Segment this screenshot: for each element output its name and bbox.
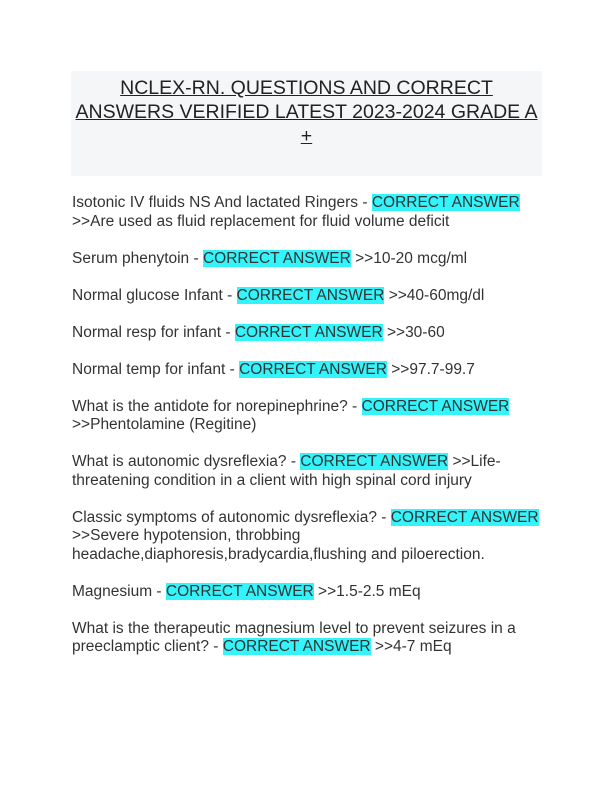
qa-item bbox=[72, 194, 544, 231]
qa-item bbox=[72, 583, 544, 602]
answer-text: >>Phentolamine (Regitine) bbox=[72, 416, 257, 433]
answer-text: >>10-20 mcg/ml bbox=[350, 249, 468, 267]
qa-item bbox=[72, 250, 544, 269]
question-text: What is autonomic dysreflexia? - bbox=[72, 453, 301, 470]
correct-answer-marker: CORRECT ANSWER bbox=[300, 453, 449, 470]
question-text: What is the therapeutic magnesium level to prevent seizures in a preeclamptic client? - bbox=[72, 619, 516, 655]
answer-text: >>40-60mg/dl bbox=[384, 286, 485, 304]
correct-answer-marker: CORRECT ANSWER bbox=[234, 323, 383, 341]
question-text: Normal glucose Infant - bbox=[72, 286, 237, 304]
answer-text: >>Life-threatening condition in a client with high spinal cord injury bbox=[72, 453, 501, 489]
answer-text: >>4-7 mEq bbox=[370, 638, 452, 655]
question-text: Normal resp for infant - bbox=[72, 323, 235, 341]
correct-answer-marker: CORRECT ANSWER bbox=[165, 582, 314, 600]
answer-text: >>97.7-99.7 bbox=[386, 360, 475, 378]
correct-answer-marker: CORRECT ANSWER bbox=[390, 508, 539, 526]
qa-item bbox=[72, 620, 544, 657]
qa-item bbox=[72, 398, 544, 435]
question-text: What is the antidote for norepinephrine? - bbox=[72, 397, 362, 415]
question-text: Magnesium - bbox=[72, 582, 166, 600]
answer-text: >>Are used as fluid replacement for fluid volume deficit bbox=[72, 212, 450, 230]
qa-item bbox=[72, 453, 544, 490]
correct-answer-marker: CORRECT ANSWER bbox=[202, 249, 351, 267]
correct-answer-marker: CORRECT ANSWER bbox=[371, 194, 520, 211]
correct-answer-marker: CORRECT ANSWER bbox=[361, 397, 510, 415]
correct-answer-marker: CORRECT ANSWER bbox=[222, 638, 371, 655]
question-text: Classic symptoms of autonomic dysreflexia? - bbox=[72, 508, 391, 526]
answer-text: >>Severe hypotension, throbbing headache,diaphoresis,bradycardia,flushing and piloerection. bbox=[72, 527, 485, 563]
qa-item bbox=[72, 287, 544, 306]
question-text: Isotonic IV fluids NS And lactated Ringers - bbox=[72, 194, 372, 211]
title-box bbox=[71, 71, 542, 176]
question-text: Serum phenytoin - bbox=[72, 249, 203, 267]
document-title: NCLEX-RN. QUESTIONS AND CORRECT ANSWERS VERIFIED LATEST 2023-2024 GRADE A + bbox=[75, 77, 538, 147]
correct-answer-marker: CORRECT ANSWER bbox=[236, 286, 385, 304]
question-text: Normal temp for infant - bbox=[72, 360, 240, 378]
answer-text: >>1.5-2.5 mEq bbox=[313, 582, 421, 600]
qa-item bbox=[72, 361, 544, 380]
correct-answer-marker: CORRECT ANSWER bbox=[239, 360, 387, 378]
qa-item bbox=[72, 509, 544, 565]
qa-list bbox=[72, 194, 544, 675]
answer-text: >>30-60 bbox=[382, 323, 445, 341]
qa-item bbox=[72, 324, 544, 343]
